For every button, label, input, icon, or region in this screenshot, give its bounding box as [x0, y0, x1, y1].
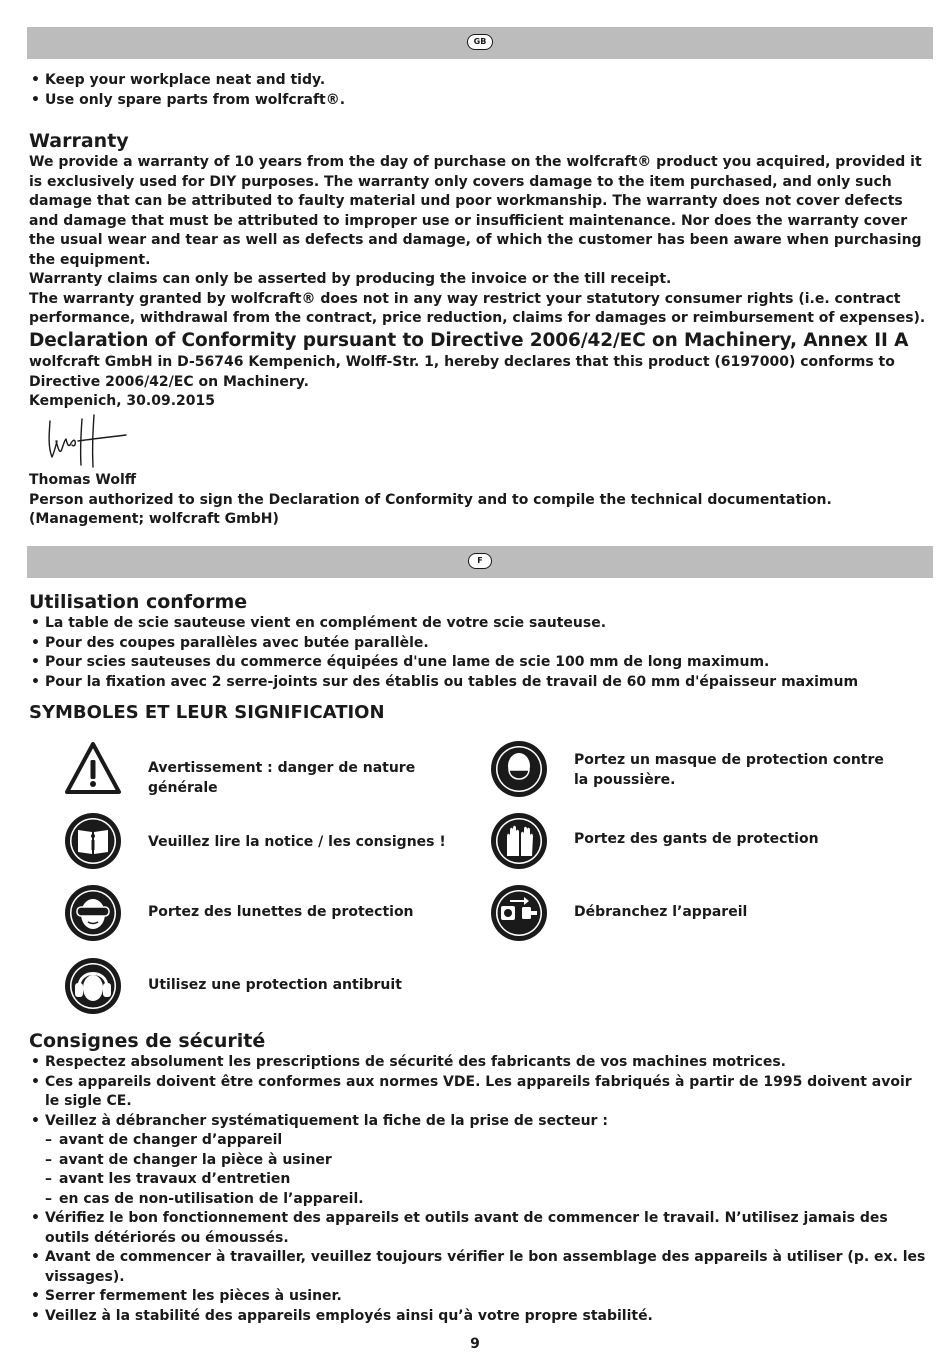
symbols-title: SYMBOLES ET LEUR SIGNIFICATION [29, 702, 385, 723]
utilisation-section [29, 590, 929, 692]
warranty-title: Warranty [29, 130, 129, 152]
gloves-icon [490, 812, 548, 870]
section-band-gb [27, 27, 933, 59]
warning-triangle-icon [64, 740, 122, 798]
symbol-label-ear-protection: Utilisez une protection antibruit [148, 977, 402, 993]
section-band-f [27, 546, 933, 578]
list-item-text: Veillez à débrancher systématiquement la fiche de la prise de secteur : [45, 1112, 608, 1129]
symbol-label-dust-mask: Portez un masque de protection contre la poussière. [574, 752, 884, 788]
sub-list-item: – avant de changer d’appareil [45, 1131, 929, 1151]
warranty-paragraph: We provide a warranty of 10 years from the day of purchase on the wolfcraft® product you acquired, provided it is exclusively used for DIY purposes. The warranty only covers damage to the item purchased, and only such damage that can be attributed to faulty material und poor workmanship. The warranty does not cover defects and damage that must be attributed to improper use or insufficient maintenance. Nor does the warranty cover the usual wear and tear as well as defects and damage, of which the customer has been aware when purchasing the equipment. [29, 154, 922, 268]
list-item [29, 1112, 929, 1210]
signatory-role: Person authorized to sign the Declaration of Conformity and to compile the technical documentation. [29, 491, 832, 508]
symbols-title-wrap [29, 701, 929, 725]
declaration-section [29, 329, 929, 412]
list-item: • Pour la fixation avec 2 serre-joints sur des établis ou tables de travail de 60 mm d'épaisseur maximum [29, 673, 929, 693]
warranty-section [29, 129, 929, 329]
read-manual-icon [64, 812, 122, 870]
symbol-label-unplug: Débranchez l’appareil [574, 904, 748, 920]
symbol-label-warning: Avertissement : danger de nature générale [148, 760, 416, 796]
sub-list-item: – avant de changer la pièce à usiner [45, 1151, 929, 1171]
language-badge-gb: GB [467, 34, 493, 50]
ear-protection-icon [64, 957, 122, 1015]
utilisation-title: Utilisation conforme [29, 591, 248, 613]
declaration-place-date: Kempenich, 30.09.2015 [29, 393, 215, 409]
list-item: • Pour scies sauteuses du commerce équipées d'une lame de scie 100 mm de long maximum. [29, 653, 929, 673]
sub-list-item: – avant les travaux d’entretien [45, 1170, 929, 1190]
handwritten-signature [34, 413, 134, 471]
safety-title: Consignes de sécurité [29, 1030, 266, 1052]
dust-mask-icon [490, 740, 548, 798]
safety-section [29, 1029, 929, 1326]
warranty-paragraph: Warranty claims can only be asserted by producing the invoice or the till receipt. [29, 271, 672, 287]
declaration-body: wolfcraft GmbH in D-56746 Kempenich, Wolff-Str. 1, hereby declares that this product (6197000) conforms to Directive 2006/42/EC on Machinery. [29, 354, 895, 390]
unplug-icon [490, 884, 548, 942]
declaration-title: Declaration of Conformity pursuant to Directive 2006/42/EC on Machinery, Annex II A [29, 330, 909, 351]
goggles-icon [64, 884, 122, 942]
page-number: 9 [470, 1336, 480, 1352]
list-item: • Pour des coupes parallèles avec butée parallèle. [29, 634, 929, 654]
symbol-label-gloves: Portez des gants de protection [574, 831, 819, 847]
signatory-block [29, 471, 929, 530]
list-item: • Vérifiez le bon fonctionnement des appareils et outils avant de commencer le travail. N’utilisez jamais des outils détériorés ou émoussés. [29, 1209, 929, 1248]
list-item: • Use only spare parts from wolfcraft®. [29, 91, 929, 111]
language-badge-f: F [468, 553, 492, 569]
symbol-label-goggles: Portez des lunettes de protection [148, 904, 414, 920]
sub-list-item: – en cas de non-utilisation de l’appareil. [45, 1190, 929, 1210]
signatory-company: (Management; wolfcraft GmbH) [29, 511, 279, 527]
list-item: • Serrer fermement les pièces à usiner. [29, 1287, 929, 1307]
list-item: • Avant de commencer à travailler, veuillez toujours vérifier le bon assemblage des appareils à utiliser (p. ex. les vissages). [29, 1248, 929, 1287]
list-item: • Keep your workplace neat and tidy. [29, 71, 929, 91]
sub-list [45, 1131, 929, 1209]
list-item: • Respectez absolument les prescriptions de sécurité des fabricants de vos machines motrices. [29, 1053, 929, 1073]
signatory-name: Thomas Wolff [29, 472, 137, 488]
intro-list [29, 71, 929, 110]
list-item: • La table de scie sauteuse vient en complément de votre scie sauteuse. [29, 614, 929, 634]
list-item: • Veillez à la stabilité des appareils employés ainsi qu’à votre propre stabilité. [29, 1307, 929, 1327]
list-item: • Ces appareils doivent être conformes aux normes VDE. Les appareils fabriqués à partir de 1995 doivent avoir le sigle CE. [29, 1073, 929, 1112]
symbol-label-read-manual: Veuillez lire la notice / les consignes ! [148, 834, 446, 850]
warranty-paragraph: The warranty granted by wolfcraft® does not in any way restrict your statutory consumer rights (i.e. contract performance, withdrawal from the contract, price reduction, claims for damages or reimbursement of expenses). [29, 290, 926, 326]
